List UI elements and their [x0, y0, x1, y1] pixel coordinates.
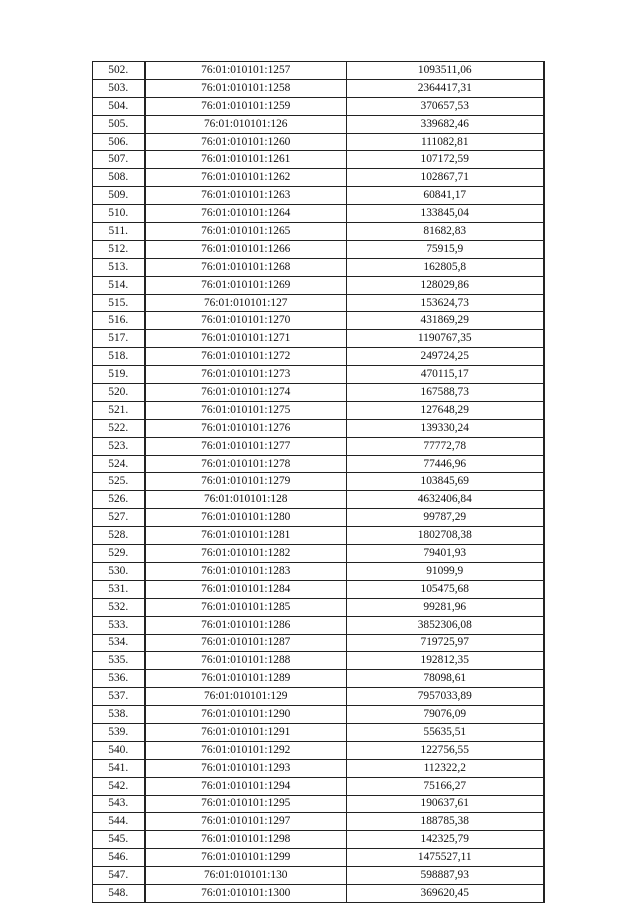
table-row [93, 419, 544, 437]
cadastral-number-cell: 76:01:010101:1269 [145, 276, 347, 294]
table-row [93, 634, 544, 652]
row-number-cell: 530. [93, 562, 145, 580]
table-row [93, 401, 544, 419]
cadastral-number-cell: 76:01:010101:1293 [145, 759, 347, 777]
table-row [93, 312, 544, 330]
table-row [93, 652, 544, 670]
cadastral-value-cell: 75166,27 [347, 777, 544, 795]
cadastral-number-cell: 76:01:010101:1298 [145, 831, 347, 849]
cadastral-value-cell: 2364417,31 [347, 79, 544, 97]
table-row [93, 723, 544, 741]
cadastral-number-cell: 76:01:010101:1261 [145, 151, 347, 169]
table-row [93, 831, 544, 849]
cadastral-value-cell: 4632406,84 [347, 491, 544, 509]
table-row [93, 562, 544, 580]
cadastral-number-cell: 76:01:010101:1283 [145, 562, 347, 580]
cadastral-value-cell: 188785,38 [347, 813, 544, 831]
table-row [93, 706, 544, 724]
cadastral-number-cell: 76:01:010101:1290 [145, 706, 347, 724]
cadastral-number-cell: 76:01:010101:1260 [145, 133, 347, 151]
table-row [93, 688, 544, 706]
cadastral-number-cell: 76:01:010101:1275 [145, 401, 347, 419]
row-number-cell: 545. [93, 831, 145, 849]
row-number-cell: 546. [93, 849, 145, 867]
cadastral-number-cell: 76:01:010101:1291 [145, 723, 347, 741]
cadastral-value-cell: 339682,46 [347, 115, 544, 133]
cadastral-value-cell: 111082,81 [347, 133, 544, 151]
row-number-cell: 508. [93, 169, 145, 187]
cadastral-number-cell: 76:01:010101:1282 [145, 545, 347, 563]
row-number-cell: 544. [93, 813, 145, 831]
table-row [93, 79, 544, 97]
cadastral-number-cell: 76:01:010101:126 [145, 115, 347, 133]
cadastral-number-cell: 76:01:010101:1284 [145, 580, 347, 598]
cadastral-value-cell: 99281,96 [347, 598, 544, 616]
cadastral-number-cell: 76:01:010101:1294 [145, 777, 347, 795]
table-row [93, 384, 544, 402]
table-row [93, 867, 544, 885]
cadastral-number-cell: 76:01:010101:1300 [145, 884, 347, 902]
cadastral-number-cell: 76:01:010101:1277 [145, 437, 347, 455]
row-number-cell: 527. [93, 509, 145, 527]
table-row [93, 598, 544, 616]
cadastral-value-cell: 55635,51 [347, 723, 544, 741]
row-number-cell: 539. [93, 723, 145, 741]
cadastral-number-cell: 76:01:010101:1297 [145, 813, 347, 831]
cadastral-value-cell: 122756,55 [347, 741, 544, 759]
cadastral-value-cell: 162805,8 [347, 258, 544, 276]
row-number-cell: 507. [93, 151, 145, 169]
row-number-cell: 532. [93, 598, 145, 616]
table-row [93, 62, 544, 80]
cadastral-number-cell: 76:01:010101:1274 [145, 384, 347, 402]
cadastral-value-cell: 1475527,11 [347, 849, 544, 867]
table-row [93, 527, 544, 545]
table-row [93, 294, 544, 312]
row-number-cell: 510. [93, 205, 145, 223]
row-number-cell: 533. [93, 616, 145, 634]
cadastral-number-cell: 76:01:010101:1271 [145, 330, 347, 348]
table-row [93, 348, 544, 366]
row-number-cell: 503. [93, 79, 145, 97]
table-row [93, 97, 544, 115]
cadastral-value-cell: 107172,59 [347, 151, 544, 169]
cadastral-value-cell: 719725,97 [347, 634, 544, 652]
row-number-cell: 534. [93, 634, 145, 652]
cadastral-value-cell: 7957033,89 [347, 688, 544, 706]
table-row [93, 240, 544, 258]
table-row [93, 276, 544, 294]
cadastral-value-cell: 370657,53 [347, 97, 544, 115]
table-row [93, 133, 544, 151]
table-row [93, 545, 544, 563]
cadastral-value-cell: 79076,09 [347, 706, 544, 724]
row-number-cell: 528. [93, 527, 145, 545]
table-row [93, 670, 544, 688]
cadastral-number-cell: 76:01:010101:130 [145, 867, 347, 885]
row-number-cell: 543. [93, 795, 145, 813]
cadastral-value-cell: 102867,71 [347, 169, 544, 187]
row-number-cell: 537. [93, 688, 145, 706]
cadastral-number-cell: 76:01:010101:1280 [145, 509, 347, 527]
cadastral-number-cell: 76:01:010101:1264 [145, 205, 347, 223]
cadastral-number-cell: 76:01:010101:1299 [145, 849, 347, 867]
cadastral-number-cell: 76:01:010101:127 [145, 294, 347, 312]
cadastral-value-cell: 249724,25 [347, 348, 544, 366]
cadastral-value-table [92, 61, 545, 903]
table-row [93, 169, 544, 187]
cadastral-value-cell: 77446,96 [347, 455, 544, 473]
table-row [93, 849, 544, 867]
table-row [93, 509, 544, 527]
row-number-cell: 536. [93, 670, 145, 688]
cadastral-number-cell: 76:01:010101:1257 [145, 62, 347, 80]
cadastral-number-cell: 76:01:010101:1258 [145, 79, 347, 97]
table-body [93, 62, 544, 903]
cadastral-number-cell: 76:01:010101:1262 [145, 169, 347, 187]
table-row [93, 473, 544, 491]
row-number-cell: 502. [93, 62, 145, 80]
cadastral-number-cell: 76:01:010101:1292 [145, 741, 347, 759]
cadastral-value-cell: 77772,78 [347, 437, 544, 455]
cadastral-value-cell: 127648,29 [347, 401, 544, 419]
row-number-cell: 511. [93, 223, 145, 241]
table-row [93, 151, 544, 169]
cadastral-value-cell: 431869,29 [347, 312, 544, 330]
cadastral-value-cell: 153624,73 [347, 294, 544, 312]
cadastral-number-cell: 76:01:010101:1266 [145, 240, 347, 258]
cadastral-value-cell: 1190767,35 [347, 330, 544, 348]
row-number-cell: 509. [93, 187, 145, 205]
table-row [93, 366, 544, 384]
cadastral-value-cell: 133845,04 [347, 205, 544, 223]
cadastral-value-cell: 105475,68 [347, 580, 544, 598]
cadastral-number-cell: 76:01:010101:1279 [145, 473, 347, 491]
cadastral-value-cell: 190637,61 [347, 795, 544, 813]
row-number-cell: 518. [93, 348, 145, 366]
cadastral-value-cell: 75915,9 [347, 240, 544, 258]
cadastral-number-cell: 76:01:010101:1278 [145, 455, 347, 473]
cadastral-number-cell: 76:01:010101:128 [145, 491, 347, 509]
cadastral-value-cell: 103845,69 [347, 473, 544, 491]
row-number-cell: 529. [93, 545, 145, 563]
cadastral-number-cell: 76:01:010101:1268 [145, 258, 347, 276]
row-number-cell: 526. [93, 491, 145, 509]
row-number-cell: 535. [93, 652, 145, 670]
row-number-cell: 531. [93, 580, 145, 598]
cadastral-value-cell: 1802708,38 [347, 527, 544, 545]
table-row [93, 223, 544, 241]
cadastral-number-cell: 76:01:010101:1289 [145, 670, 347, 688]
row-number-cell: 515. [93, 294, 145, 312]
cadastral-number-cell: 76:01:010101:1265 [145, 223, 347, 241]
cadastral-number-cell: 76:01:010101:1288 [145, 652, 347, 670]
cadastral-value-cell: 78098,61 [347, 670, 544, 688]
table-row [93, 330, 544, 348]
table-row [93, 813, 544, 831]
cadastral-value-cell: 79401,93 [347, 545, 544, 563]
row-number-cell: 505. [93, 115, 145, 133]
cadastral-number-cell: 76:01:010101:129 [145, 688, 347, 706]
table-row [93, 455, 544, 473]
row-number-cell: 523. [93, 437, 145, 455]
row-number-cell: 542. [93, 777, 145, 795]
cadastral-value-cell: 369620,45 [347, 884, 544, 902]
cadastral-value-cell: 598887,93 [347, 867, 544, 885]
row-number-cell: 506. [93, 133, 145, 151]
cadastral-value-cell: 112322,2 [347, 759, 544, 777]
cadastral-number-cell: 76:01:010101:1272 [145, 348, 347, 366]
table-row [93, 741, 544, 759]
cadastral-number-cell: 76:01:010101:1263 [145, 187, 347, 205]
cadastral-value-cell: 470115,17 [347, 366, 544, 384]
row-number-cell: 520. [93, 384, 145, 402]
cadastral-value-cell: 99787,29 [347, 509, 544, 527]
row-number-cell: 541. [93, 759, 145, 777]
row-number-cell: 504. [93, 97, 145, 115]
table-row [93, 437, 544, 455]
table-row [93, 777, 544, 795]
cadastral-value-cell: 91099,9 [347, 562, 544, 580]
row-number-cell: 524. [93, 455, 145, 473]
row-number-cell: 513. [93, 258, 145, 276]
cadastral-value-cell: 128029,86 [347, 276, 544, 294]
row-number-cell: 522. [93, 419, 145, 437]
cadastral-value-cell: 192812,35 [347, 652, 544, 670]
table-row [93, 187, 544, 205]
cadastral-value-cell: 60841,17 [347, 187, 544, 205]
cadastral-number-cell: 76:01:010101:1276 [145, 419, 347, 437]
table-row [93, 884, 544, 902]
table-row [93, 491, 544, 509]
table-row [93, 205, 544, 223]
cadastral-value-cell: 167588,73 [347, 384, 544, 402]
row-number-cell: 521. [93, 401, 145, 419]
cadastral-number-cell: 76:01:010101:1285 [145, 598, 347, 616]
row-number-cell: 512. [93, 240, 145, 258]
row-number-cell: 538. [93, 706, 145, 724]
cadastral-number-cell: 76:01:010101:1281 [145, 527, 347, 545]
table-row [93, 258, 544, 276]
row-number-cell: 525. [93, 473, 145, 491]
cadastral-value-cell: 1093511,06 [347, 62, 544, 80]
cadastral-value-cell: 81682,83 [347, 223, 544, 241]
table-row [93, 759, 544, 777]
table-row [93, 115, 544, 133]
row-number-cell: 516. [93, 312, 145, 330]
table-row [93, 795, 544, 813]
cadastral-number-cell: 76:01:010101:1273 [145, 366, 347, 384]
row-number-cell: 540. [93, 741, 145, 759]
cadastral-number-cell: 76:01:010101:1259 [145, 97, 347, 115]
cadastral-value-cell: 139330,24 [347, 419, 544, 437]
cadastral-value-cell: 142325,79 [347, 831, 544, 849]
cadastral-value-cell: 3852306,08 [347, 616, 544, 634]
row-number-cell: 519. [93, 366, 145, 384]
cadastral-number-cell: 76:01:010101:1286 [145, 616, 347, 634]
row-number-cell: 548. [93, 884, 145, 902]
cadastral-number-cell: 76:01:010101:1295 [145, 795, 347, 813]
table-row [93, 580, 544, 598]
row-number-cell: 517. [93, 330, 145, 348]
table-row [93, 616, 544, 634]
row-number-cell: 547. [93, 867, 145, 885]
row-number-cell: 514. [93, 276, 145, 294]
cadastral-number-cell: 76:01:010101:1270 [145, 312, 347, 330]
cadastral-number-cell: 76:01:010101:1287 [145, 634, 347, 652]
